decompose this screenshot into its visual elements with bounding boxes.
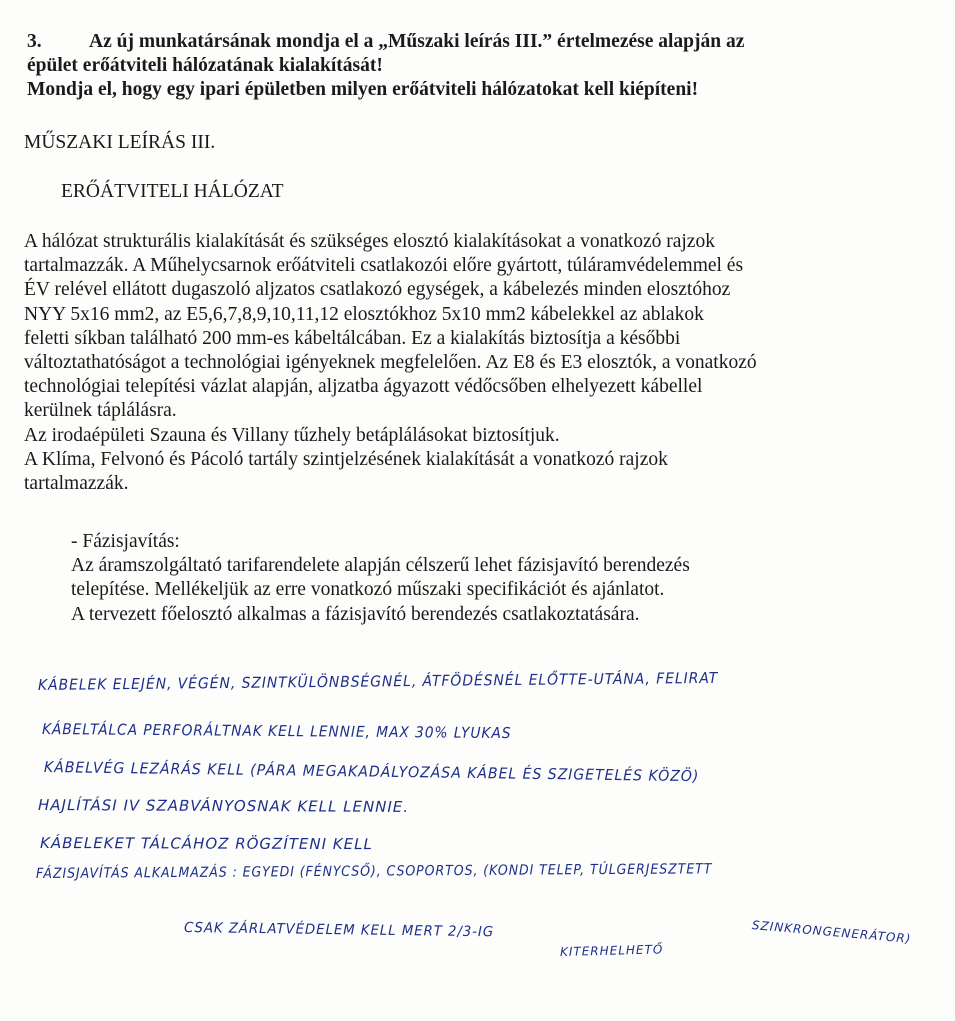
phase-line: A tervezett főelosztó alkalmas a fázisjavító berendezés csatlakoztatására. xyxy=(71,603,640,625)
body-line: NYY 5x16 mm2, az E5,6,7,8,9,10,11,12 elosztókhoz 5x10 mm2 kábelekkel az ablakok xyxy=(24,303,704,325)
handwritten-note: KÁBELTÁLCA PERFORÁLTNAK KELL LENNIE, MAX 30% LYUKAS xyxy=(41,720,512,743)
handwritten-note: KITERHELHETŐ xyxy=(559,942,664,959)
body-line: változtathatóságot a technológiai igényeknek megfelelően. Az E8 és E3 elosztók, a vonatkozó xyxy=(24,352,757,374)
task-line-2: épület erőátviteli hálózatának kialakítását! xyxy=(27,55,383,76)
handwritten-note: KÁBELEK ELEJÉN, VÉGÉN, SZINTKÜLÖNBSÉGNÉL, ÁTFÖDÉSNÉL ELŐTTE-UTÁNA, FELIRAT xyxy=(37,668,719,694)
body-line: technológiai telepítési vázlat alapján, aljzatba ágyazott védőcsőben elhelyezett kábellel xyxy=(24,376,703,398)
handwritten-note: SZINKRONGENERÁTOR) xyxy=(751,918,912,946)
subsection-title: ERŐÁTVITELI HÁLÓZAT xyxy=(61,181,284,202)
body-line: ÉV relével ellátott dugaszoló aljzatos csatlakozó egységek, a kábelezés minden elosztóhoz xyxy=(24,279,731,301)
handwritten-note: FÁZISJAVÍTÁS ALKALMAZÁS : EGYEDI (FÉNYCSŐ), CSOPORTOS, (KONDI TELEP, TÚLGERJESZTETT xyxy=(35,861,713,882)
task-number: 3. xyxy=(27,31,42,52)
handwritten-note: HAJLÍTÁSI IV SZABVÁNYOSNAK KELL LENNIE. xyxy=(37,796,410,816)
handwritten-note: CSAK ZÁRLATVÉDELEM KELL MERT 2/3-IG xyxy=(183,920,495,941)
section-title: MŰSZAKI LEÍRÁS III. xyxy=(24,132,216,153)
task-line-3: Mondja el, hogy egy ipari épületben milyen erőátviteli hálózatokat kell kiépíteni! xyxy=(27,79,699,100)
body-line: Az irodaépületi Szauna és Villany tűzhely betáplálásokat biztosítjuk. xyxy=(24,424,560,446)
handwritten-note: KÁBELVÉG LEZÁRÁS KELL (PÁRA MEGAKADÁLYOZÁSA KÁBEL ÉS SZIGETELÉS KÖZÖ) xyxy=(43,758,700,786)
body-line: A hálózat strukturális kialakítását és szükséges elosztó kialakításokat a vonatkozó rajzok xyxy=(24,231,715,252)
phase-line: Az áramszolgáltató tarifarendelete alapján célszerű lehet fázisjavító berendezés xyxy=(71,555,690,577)
phase-title: - Fázisjavítás: xyxy=(71,531,180,552)
body-line: tartalmazzák. A Műhelycsarnok erőátviteli csatlakozói előre gyártott, túláramvédelemmel és xyxy=(24,255,744,277)
body-line: feletti síkban található 200 mm-es kábeltálcában. Ez a kialakítás biztosítja a későbbi xyxy=(24,327,681,349)
task-line-1-text: Az új munkatársának mondja el a „Műszaki leírás III.” értelmezése alapján az xyxy=(89,31,745,52)
body-line: tartalmazzák. xyxy=(24,473,129,495)
body-line: kerülnek táplálásra. xyxy=(24,400,177,422)
body-line: A Klíma, Felvonó és Pácoló tartály szintjelzésének kialakítását a vonatkozó rajzok xyxy=(24,448,668,470)
handwritten-note: KÁBELEKET TÁLCÁHOZ RÖGZÍTENI KELL xyxy=(39,834,373,854)
phase-line: telepítése. Mellékeljük az erre vonatkozó műszaki specifikációt és ajánlatot. xyxy=(71,579,665,601)
